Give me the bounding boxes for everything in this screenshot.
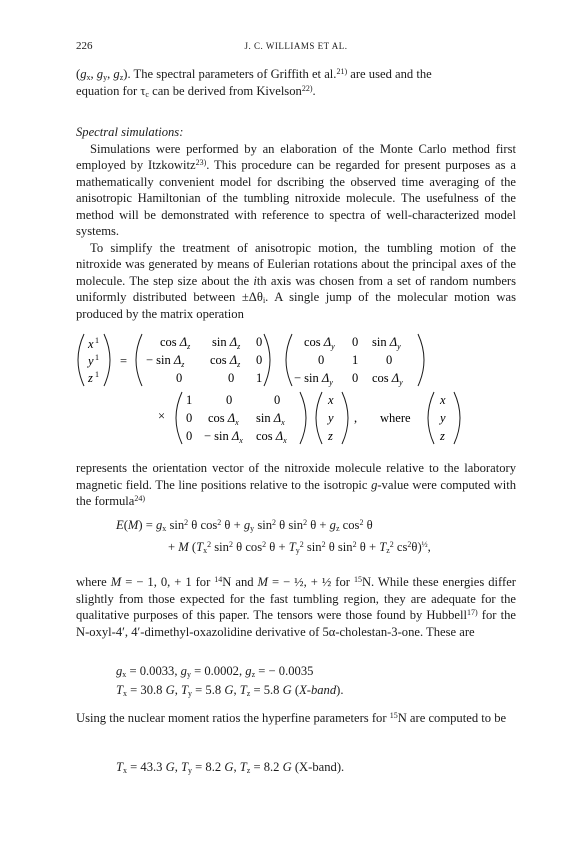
energy-equation-line-1: $E(M) = g_x$ $\sin^2 \theta$ $\cos^2 \theta + g_y$ $\sin^2 \theta$ $\sin^2 \theta + g_z$ $\cos^2 \theta$ xyxy=(116,518,373,533)
paragraph-3: represents the orientation vector of the nitroxide molecule relative to the laboratory magnetic field. The line positions relative to the isotropic g-value were computed with the formula$^{24)}$ xyxy=(76,461,516,508)
svg-text:cos Δz: $\cos \Delta_z$ xyxy=(210,353,241,369)
svg-text:0: 0 xyxy=(226,393,233,407)
page-header xyxy=(76,40,516,56)
svg-text:0: 0 xyxy=(352,335,359,349)
svg-text:1: 1 xyxy=(95,336,99,345)
intro-line-2: equation for $\tau_c$ can be derived from Kivelson$^{22)}$. xyxy=(76,83,316,99)
page-number: 226 xyxy=(76,40,93,52)
svg-text:1: 1 xyxy=(186,393,193,407)
svg-text:cos Δx: $\cos \Delta_x$ xyxy=(256,429,287,445)
svg-text:− sin Δz: − $\sin \Delta_z$ xyxy=(146,353,185,369)
section-heading: Spectral simulations: xyxy=(76,125,184,139)
nuclear-paragraph xyxy=(76,710,516,727)
intro-text xyxy=(76,66,516,99)
section-spectral-simulations xyxy=(76,124,516,322)
paragraph-1: Simulations were performed by an elaboration of the Monte Carlo method first employed by Itzkowitz$^{23)}$. This procedure can be regarded for present purposes as a mathematically convenient model for dscribing the observed time averaging of the anisotropic Hamiltonian of the tumbling nitroxide molecule. The usefulness of the method will be demonstrated with reference to spectra of well-characterized model systems. xyxy=(76,141,516,238)
svg-text:=: = xyxy=(120,354,128,368)
svg-text:×: × xyxy=(158,409,166,423)
svg-text:cos Δx: $\cos \Delta_x$ xyxy=(208,411,239,427)
g-tensor-values: $g_x = 0.0033$, $g_y = 0.0002$, $g_z$ = − 0.0035 xyxy=(116,664,314,679)
svg-text:0: 0 xyxy=(352,371,359,385)
svg-text:x: x xyxy=(440,393,446,407)
svg-text:− sin Δx: − $\sin \Delta_x$ xyxy=(204,429,243,445)
svg-text:0: 0 xyxy=(386,353,393,367)
energy-equation-line-2: + M ($T_x^2$ $\sin^2 \theta$ $\cos^2 \theta + T_y^2$ $\sin^2 \theta$ $\sin^2 \theta + T_z^2$ $cs^2\theta)^{\frac{1}{2}}$, xyxy=(168,540,431,555)
svg-text:,: , xyxy=(354,411,358,425)
paragraph-5: Using the nuclear moment ratios the hyperfine parameters for $^{15}$N are computed to be xyxy=(76,711,507,725)
svg-text:x: x xyxy=(328,393,334,407)
svg-text:1: 1 xyxy=(95,353,99,362)
intro-line-1: ($g_x$, $g_y$, $g_z$). The spectral parameters of Griffith et al.$^{21)}$ are used and the xyxy=(76,67,432,82)
tensor-paragraph xyxy=(76,574,516,640)
svg-text:x: x xyxy=(88,337,94,351)
running-head: J. C. WILLIAMS ET AL. xyxy=(244,41,348,51)
where-label: where xyxy=(380,411,411,425)
svg-text:0: 0 xyxy=(186,429,193,443)
svg-text:cos Δy: $\cos \Delta_y$ xyxy=(304,335,335,351)
svg-text:0: 0 xyxy=(318,353,325,367)
t-tensor-values: $T_x = 30.8$ G, $T_y = 5.8$ G, $T_z = 5.8$ G (X-band). xyxy=(116,683,344,698)
svg-text:sin Δz: $\sin \Delta_z$ xyxy=(212,335,241,351)
svg-text:z: z xyxy=(328,429,333,443)
svg-text:z: z xyxy=(88,371,93,385)
svg-text:0: 0 xyxy=(256,353,263,367)
svg-text:0: 0 xyxy=(176,371,183,385)
svg-text:z: z xyxy=(440,429,445,443)
matrix-equation xyxy=(60,330,520,450)
svg-text:0: 0 xyxy=(256,335,263,349)
svg-text:sin Δy: $\sin \Delta_y$ xyxy=(372,335,401,351)
svg-text:0: 0 xyxy=(228,371,235,385)
svg-text:− sin Δy: − $\sin \Delta_y$ xyxy=(294,371,333,387)
paragraph-4: where M = − 1, 0, + 1 for $^{14}$N and M = − ½, + ½ for $^{15}$N. While these energies differ slightly from those expected for the fast tumbling region, they are adequate for the qualitative purposes of this paper. The tensors were those found by Hubbell$^{17)}$ for the N-oxyl-4′, 4′-dimethyl-oxazolidine derivative of 5α-cholestan-3-one. These are xyxy=(76,575,517,639)
svg-text:1: 1 xyxy=(256,371,263,385)
svg-text:sin Δx: $\sin \Delta_x$ xyxy=(256,411,285,427)
svg-text:y: y xyxy=(440,411,446,425)
svg-text:1: 1 xyxy=(95,370,99,379)
svg-text:cos Δy: $\cos \Delta_y$ xyxy=(372,371,403,387)
n15-tensor-values: $T_x = 43.3$ G, $T_y = 8.2$ G, $T_z = 8.2$ G (X-band). xyxy=(116,760,345,775)
svg-text:0: 0 xyxy=(274,393,281,407)
svg-text:1: 1 xyxy=(352,353,359,367)
svg-text:y: y xyxy=(88,354,94,368)
svg-text:cos Δz: $\cos \Delta_z$ xyxy=(160,335,191,351)
orientation-paragraph xyxy=(76,460,516,510)
svg-text:y: y xyxy=(328,411,334,425)
svg-text:0: 0 xyxy=(186,411,193,425)
paragraph-2: To simplify the treatment of anisotropic motion, the tumbling motion of the nitroxide was generated by means of Eulerian rotations about the principal axes of the molecule. The step size about the ith axis was chosen from a set of random numbers uniformly distributed between $\pm\Delta\theta_i$. A single jump of the molecular motion was produced by the matrix operation xyxy=(76,240,517,321)
